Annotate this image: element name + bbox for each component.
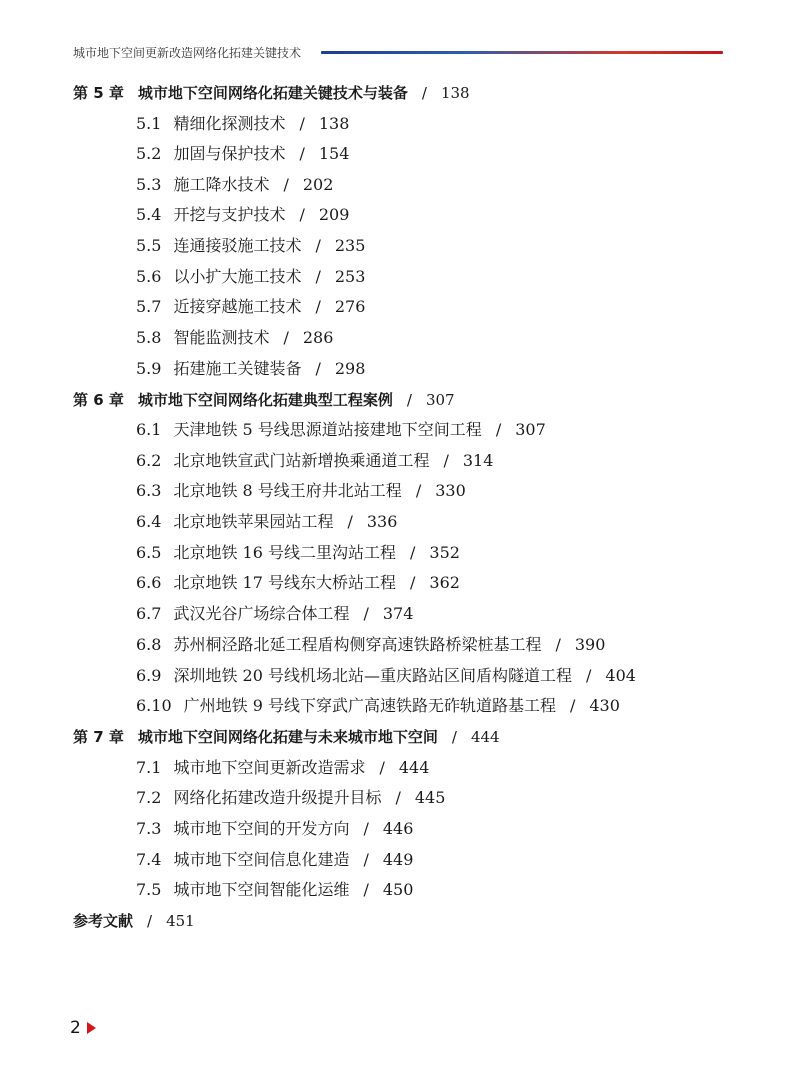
section-title: 北京地铁 8 号线王府井北站工程 (173, 481, 402, 500)
page-number: 307 (515, 420, 546, 439)
toc-section[interactable] (136, 262, 365, 292)
toc-section[interactable] (136, 599, 413, 629)
separator: / (299, 205, 305, 224)
chapter-number: 第 7 章 (73, 728, 124, 746)
section-title: 开挖与支护技术 (173, 205, 286, 224)
section-title: 加固与保护技术 (173, 144, 286, 163)
separator: / (363, 880, 369, 899)
triangle-right-icon (87, 1022, 96, 1034)
section-number: 6.4 (136, 512, 162, 531)
separator: / (421, 84, 427, 102)
page-number: 235 (334, 236, 366, 255)
section-title: 北京地铁 17 号线东大桥站工程 (173, 573, 396, 592)
separator: / (410, 543, 416, 562)
separator: / (569, 696, 576, 715)
page-number: 276 (334, 297, 366, 316)
section-title: 北京地铁 16 号线二里沟站工程 (173, 543, 396, 562)
page-number: 352 (429, 543, 460, 562)
page-number: 362 (429, 573, 460, 592)
page-number: 330 (435, 481, 466, 500)
toc-chapter[interactable] (73, 78, 470, 108)
section-number: 6.5 (136, 543, 162, 562)
separator: / (379, 758, 385, 777)
section-title: 近接穿越施工技术 (173, 297, 302, 316)
toc-section[interactable] (136, 875, 413, 905)
section-title: 以小扩大施工技术 (173, 267, 302, 286)
chapter-title: 城市地下空间网络化拓建典型工程案例 (137, 391, 393, 409)
section-title: 天津地铁 5 号线思源道站接建地下空间工程 (173, 420, 482, 439)
section-number: 5.7 (136, 297, 162, 316)
page-number: 209 (318, 205, 350, 224)
page-number: 138 (440, 84, 470, 102)
page-number: 336 (366, 512, 398, 531)
section-number: 6.9 (136, 666, 162, 685)
section-number: 5.3 (136, 175, 162, 194)
section-number: 7.4 (136, 850, 162, 869)
page-number: 445 (414, 788, 446, 807)
page-number: 451 (166, 912, 195, 930)
toc-section[interactable] (136, 170, 333, 200)
separator: / (363, 850, 369, 869)
separator: / (315, 297, 321, 316)
separator: / (555, 635, 561, 654)
page-number: 444 (470, 728, 500, 746)
separator: / (283, 328, 289, 347)
separator: / (443, 451, 449, 470)
toc-chapter[interactable] (73, 385, 455, 415)
separator: / (495, 420, 502, 439)
toc-section[interactable] (136, 200, 349, 230)
separator: / (147, 912, 153, 930)
separator: / (299, 144, 305, 163)
separator: / (315, 359, 321, 378)
section-number: 5.1 (136, 114, 162, 133)
section-number: 5.6 (136, 267, 162, 286)
separator: / (415, 481, 422, 500)
toc-section[interactable] (136, 231, 365, 261)
section-title: 城市地下空间更新改造需求 (173, 758, 366, 777)
toc-section[interactable] (136, 814, 413, 844)
toc-section[interactable] (136, 323, 333, 353)
section-title: 网络化拓建改造升级提升目标 (173, 788, 382, 807)
section-title: 连通接驳施工技术 (173, 236, 302, 255)
section-title: 广州地铁 9 号线下穿武广高速铁路无砟轨道路基工程 (183, 696, 556, 715)
section-number: 6.6 (136, 573, 162, 592)
section-title: 武汉光谷广场综合体工程 (173, 604, 350, 623)
chapter-number: 第 6 章 (73, 391, 124, 409)
page-number: 390 (574, 635, 606, 654)
toc-section[interactable] (136, 139, 349, 169)
section-title: 施工降水技术 (173, 175, 270, 194)
section-number: 6.7 (136, 604, 162, 623)
section-number: 5.8 (136, 328, 162, 347)
page-number: 404 (605, 666, 636, 685)
toc-section[interactable] (136, 507, 397, 537)
section-title: 苏州桐泾路北延工程盾构侧穿高速铁路桥梁桩基工程 (173, 635, 542, 654)
separator: / (406, 391, 412, 409)
page-number: 430 (589, 696, 620, 715)
section-number: 5.4 (136, 205, 162, 224)
separator: / (586, 666, 592, 685)
page-number: 253 (334, 267, 366, 286)
toc-section[interactable] (136, 661, 636, 691)
toc-section[interactable] (136, 568, 460, 598)
section-title: 精细化探测技术 (173, 114, 286, 133)
page-number: 450 (382, 880, 414, 899)
toc-section[interactable] (136, 691, 620, 721)
toc-section[interactable] (136, 292, 365, 322)
separator: / (315, 267, 321, 286)
section-number: 6.2 (136, 451, 162, 470)
toc-chapter[interactable] (73, 722, 500, 752)
section-number: 6.3 (136, 481, 162, 500)
page-number: 298 (334, 359, 366, 378)
page-number: 154 (318, 144, 350, 163)
toc-section[interactable] (136, 354, 365, 384)
separator: / (283, 175, 289, 194)
section-number: 5.2 (136, 144, 162, 163)
page-number: 449 (382, 850, 414, 869)
separator: / (299, 114, 305, 133)
section-title: 深圳地铁 20 号线机场北站—重庆路站区间盾构隧道工程 (173, 666, 572, 685)
section-number: 5.5 (136, 236, 162, 255)
toc-section[interactable] (136, 783, 445, 813)
references-title: 参考文献 (73, 912, 134, 930)
toc-section[interactable] (136, 446, 493, 476)
header-rule (321, 51, 723, 54)
section-number: 7.2 (136, 788, 162, 807)
page-footer (70, 1016, 96, 1040)
separator: / (410, 573, 416, 592)
page-number: 138 (318, 114, 350, 133)
section-number: 7.1 (136, 758, 162, 777)
separator: / (451, 728, 457, 746)
page-number: 446 (382, 819, 414, 838)
toc-section[interactable] (136, 476, 466, 506)
page-number: 374 (382, 604, 414, 623)
separator: / (363, 819, 369, 838)
page-number: 202 (302, 175, 334, 194)
section-number: 6.10 (136, 696, 172, 715)
book-title: 城市地下空间更新改造网络化拓建关键技术 (73, 46, 302, 60)
section-number: 7.5 (136, 880, 162, 899)
section-title: 城市地下空间智能化运维 (173, 880, 350, 899)
chapter-title: 城市地下空间网络化拓建关键技术与装备 (137, 84, 408, 102)
toc-section[interactable] (136, 538, 460, 568)
section-number: 7.3 (136, 819, 162, 838)
chapter-number: 第 5 章 (73, 84, 124, 102)
section-title: 北京地铁苹果园站工程 (173, 512, 334, 531)
separator: / (363, 604, 369, 623)
toc-section[interactable] (136, 630, 605, 660)
chapter-title: 城市地下空间网络化拓建与未来城市地下空间 (137, 728, 438, 746)
page-number: 307 (425, 391, 455, 409)
section-title: 城市地下空间的开发方向 (173, 819, 350, 838)
toc-references[interactable] (73, 906, 195, 936)
page-number: 444 (398, 758, 430, 777)
separator: / (347, 512, 353, 531)
section-title: 拓建施工关键装备 (173, 359, 302, 378)
section-number: 6.1 (136, 420, 162, 439)
running-header (73, 40, 723, 64)
page-number: 286 (302, 328, 334, 347)
toc-section[interactable] (136, 415, 546, 445)
section-title: 城市地下空间信息化建造 (173, 850, 350, 869)
toc-section[interactable] (136, 109, 349, 139)
separator: / (395, 788, 401, 807)
toc-section[interactable] (136, 845, 413, 875)
toc-section[interactable] (136, 753, 429, 783)
folio-number: 2 (70, 1018, 81, 1038)
section-number: 5.9 (136, 359, 162, 378)
separator: / (315, 236, 321, 255)
section-title: 北京地铁宣武门站新增换乘通道工程 (173, 451, 430, 470)
section-number: 6.8 (136, 635, 162, 654)
page-number: 314 (462, 451, 494, 470)
section-title: 智能监测技术 (173, 328, 270, 347)
